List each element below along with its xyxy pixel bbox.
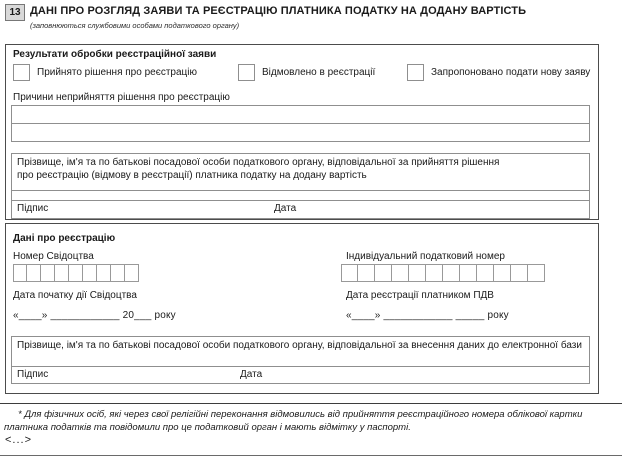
date-label: Дата (274, 203, 297, 214)
footnote-text: * Для фізичних осіб, які через свої релігійні переконання відмовились від прийняття реєстраційного номера облікової картки платника податків та повідомили про це податковий орган і мають відмітку у паспорті. (4, 409, 583, 433)
official-decision-box (11, 153, 590, 219)
individual-tax-number-cells[interactable] (341, 264, 545, 282)
certificate-number-cells[interactable] (13, 264, 139, 282)
digit-cell[interactable] (13, 264, 27, 282)
digit-cell[interactable] (358, 264, 375, 282)
digit-cell[interactable] (460, 264, 477, 282)
digit-cell[interactable] (494, 264, 511, 282)
footnote-divider (0, 403, 622, 404)
option-label: Прийнято рішення про реєстрацію (37, 67, 197, 78)
reasons-input-line-2[interactable] (12, 124, 589, 142)
official-decision-label-line2: про реєстрацію (відмову в реєстрації) платника податку на додану вартість (17, 170, 367, 181)
digit-cell[interactable] (477, 264, 494, 282)
signature-label: Підпис (17, 203, 49, 214)
digit-cell[interactable] (528, 264, 545, 282)
digit-cell[interactable] (392, 264, 409, 282)
digit-cell[interactable] (426, 264, 443, 282)
reasons-input-line-1[interactable] (12, 106, 589, 124)
digit-cell[interactable] (341, 264, 358, 282)
digit-cell[interactable] (41, 264, 55, 282)
form-section-title: ДАНІ ПРО РОЗГЛЯД ЗАЯВИ ТА РЕЄСТРАЦІЮ ПЛАТНИКА ПОДАТКУ НА ДОДАНУ ВАРТІСТЬ (30, 5, 527, 17)
official-data-entry-box (11, 336, 590, 384)
digit-cell[interactable] (409, 264, 426, 282)
results-heading: Результати обробки реєстраційної заяви (13, 49, 217, 60)
individual-tax-number-label: Індивідуальний податковий номер (346, 251, 505, 262)
section-number-badge: 13 (5, 4, 25, 21)
checkbox-new-application-proposed[interactable] (407, 64, 424, 81)
checkbox-registration-refused[interactable] (238, 64, 255, 81)
vat-registration-date-blank[interactable]: «____» ____________ _____ року (346, 310, 509, 321)
certificate-start-date-blank[interactable]: «____» ____________ 20___ року (13, 310, 176, 321)
reasons-field-box (11, 105, 590, 142)
official-decision-label-line1: Прізвище, ім'я та по батькові посадової особи податкового органу, відповідальної за прийняття рішення (17, 157, 500, 168)
checkbox-decision-accepted[interactable] (13, 64, 30, 81)
certificate-number-label: Номер Свідоцтва (13, 251, 94, 262)
registration-heading: Дані про реєстрацію (13, 233, 116, 244)
digit-cell[interactable] (27, 264, 41, 282)
digit-cell[interactable] (375, 264, 392, 282)
signature-label: Підпис (17, 369, 49, 380)
option-registration-refused[interactable] (238, 64, 375, 81)
signature-date-row (12, 367, 589, 384)
page-continuation-marker: <...> (5, 434, 33, 446)
option-decision-accepted[interactable] (13, 64, 197, 81)
option-new-application-proposed[interactable] (407, 64, 590, 81)
registration-section-box (5, 223, 599, 394)
digit-cell[interactable] (443, 264, 460, 282)
digit-cell[interactable] (55, 264, 69, 282)
reasons-label: Причини неприйняття рішення про реєстрацію (13, 92, 230, 103)
digit-cell[interactable] (69, 264, 83, 282)
option-label: Відмовлено в реєстрації (262, 67, 376, 78)
option-label: Запропоновано подати нову заяву (431, 67, 591, 78)
certificate-start-date-label: Дата початку дії Свідоцтва (13, 290, 137, 301)
form-section-subtitle: (заповнюються службовими особами податкового органу) (30, 21, 240, 30)
digit-cell[interactable] (97, 264, 111, 282)
date-label: Дата (240, 369, 263, 380)
digit-cell[interactable] (111, 264, 125, 282)
signature-date-row (12, 201, 589, 218)
digit-cell[interactable] (83, 264, 97, 282)
bottom-divider (0, 455, 622, 456)
official-decision-name-input[interactable] (12, 191, 589, 201)
official-data-entry-label: Прізвище, ім'я та по батькові посадової особи податкового органу, відповідальної за внесення даних до електронної бази (17, 340, 582, 351)
digit-cell[interactable] (125, 264, 139, 282)
digit-cell[interactable] (511, 264, 528, 282)
results-section-box (5, 44, 599, 220)
vat-registration-date-label: Дата реєстрації платником ПДВ (346, 290, 494, 301)
